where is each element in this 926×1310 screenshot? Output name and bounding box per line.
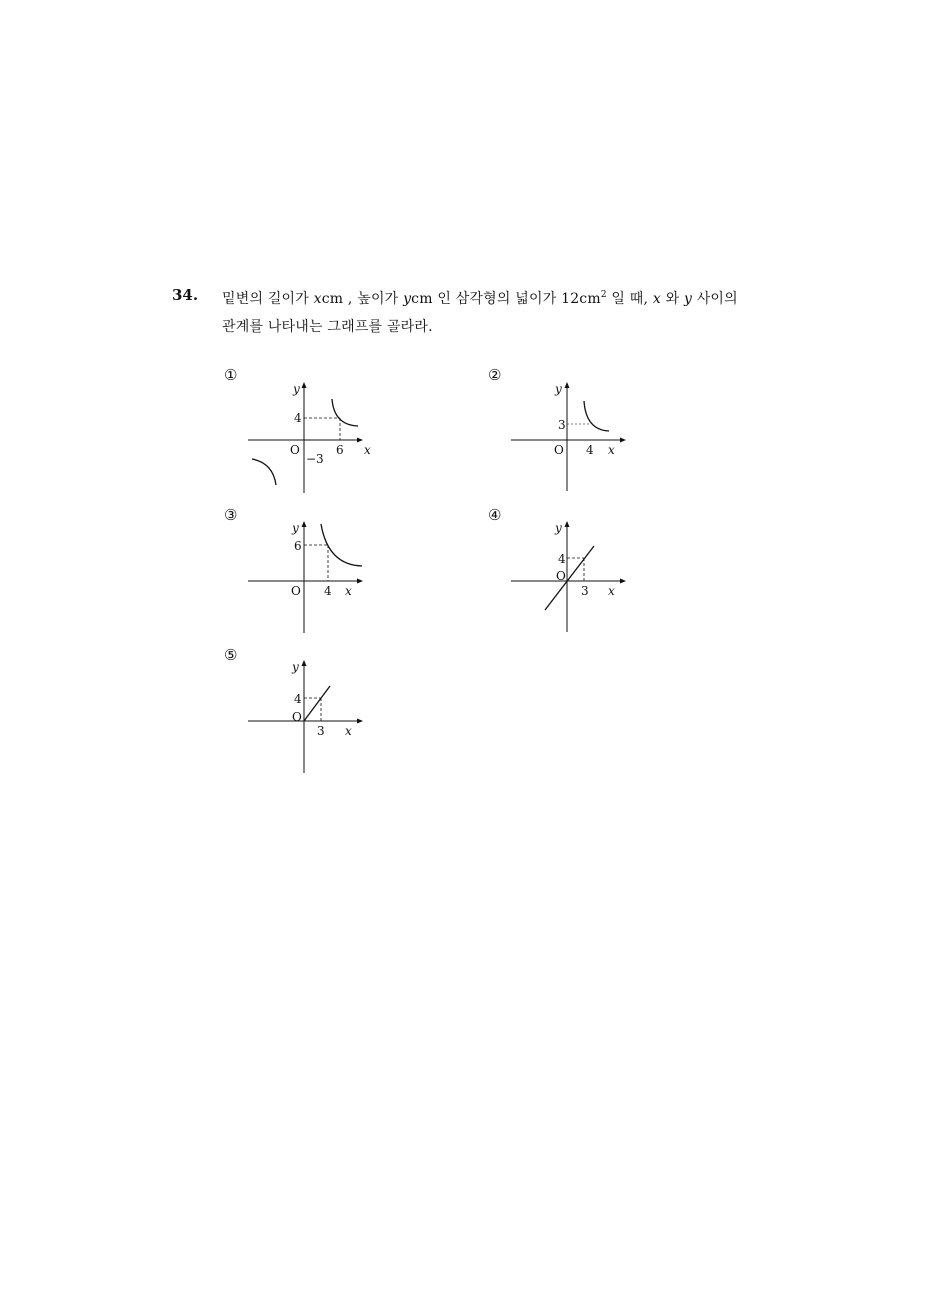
hyperbola-branch-3 (252, 459, 276, 485)
x-axis-label: x (608, 443, 615, 457)
choice-2-graph[interactable] (505, 375, 635, 495)
y-axis-label: y (555, 521, 562, 535)
choice-5-marker[interactable]: ⑤ (224, 646, 238, 664)
question-number: 34. (172, 286, 199, 304)
choice-5-graph[interactable] (240, 655, 370, 775)
choice-4-graph[interactable] (505, 516, 635, 636)
origin-label: O (554, 443, 564, 457)
y-axis-label: y (293, 382, 300, 396)
x-axis-label: x (608, 584, 615, 598)
x-tick-label: 4 (324, 584, 332, 598)
hyperbola-branch (321, 524, 362, 566)
choice-4-marker[interactable]: ④ (488, 506, 502, 524)
x-tick-label: 3 (581, 584, 589, 598)
hyperbola-branch-1 (332, 399, 358, 426)
origin-label: O (291, 584, 301, 598)
choice-3-graph[interactable] (240, 516, 370, 636)
x-tick-label: 4 (586, 443, 594, 457)
y-tick-label: 3 (558, 418, 566, 432)
question-text-line-1: 밑변의 길이가 xcm , 높이가 ycm 인 삼각형의 넓이가 $12cm^2$ 일 때, x 와 y 사이의 (222, 290, 738, 307)
choice-3-marker[interactable]: ③ (224, 506, 238, 524)
x-axis-label: x (345, 584, 352, 598)
y-tick-label: 4 (558, 552, 566, 566)
y-axis-label: y (292, 660, 299, 674)
linear-graph (545, 546, 594, 610)
x-axis-label: x (364, 443, 371, 457)
choice-1-graph[interactable] (240, 375, 370, 495)
x-axis-label: x (345, 724, 352, 738)
choice-2-marker[interactable]: ② (488, 366, 502, 384)
hyperbola-branch (584, 401, 609, 431)
y-axis-label: y (292, 521, 299, 535)
question-text-line-2: 관계를 나타내는 그래프를 골라라. (222, 319, 433, 335)
x-neg-tick-label: −3 (306, 452, 324, 466)
y-axis-label: y (555, 382, 562, 396)
y-tick-label: 4 (294, 692, 302, 706)
origin-label: O (556, 569, 566, 583)
linear-graph (304, 686, 330, 721)
origin-label: O (292, 710, 302, 724)
y-tick-label: 6 (294, 539, 302, 553)
x-tick-label: 3 (317, 724, 325, 738)
origin-label: O (290, 443, 300, 457)
choice-1-marker[interactable]: ① (224, 366, 238, 384)
y-tick-label: 4 (294, 411, 302, 425)
x-tick-label: 6 (336, 443, 344, 457)
